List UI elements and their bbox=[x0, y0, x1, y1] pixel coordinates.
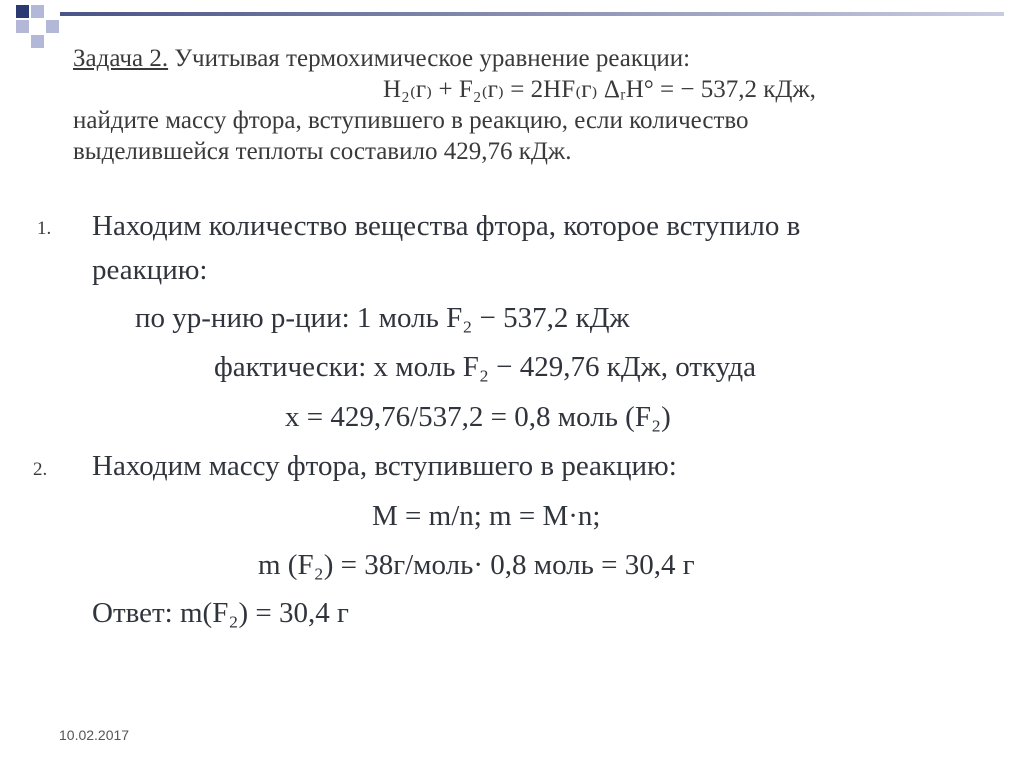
decor-square bbox=[31, 35, 44, 48]
stoich-row-actual: фактически: x моль F₂ − 429,76 кДж, откуда bbox=[214, 351, 756, 383]
step-2-title: Находим массу фтора, вступившего в реакцию: bbox=[92, 450, 677, 482]
problem-line-1 bbox=[73, 43, 953, 74]
stoich-row-equation: по ур-нию р-ции: 1 моль F₂ − 537,2 кДж bbox=[135, 302, 630, 334]
decor-square bbox=[16, 5, 29, 18]
mass-calculation: m (F₂) = 38г/моль· 0,8 моль = 30,4 г bbox=[258, 549, 695, 581]
title-divider bbox=[60, 12, 1004, 16]
problem-line-4: выделившейся теплоты составило 429,76 кДж. bbox=[73, 138, 572, 165]
answer: Ответ: m(F₂) = 30,4 г bbox=[92, 597, 349, 629]
decor-square bbox=[16, 20, 29, 33]
problem-line-3: найдите массу фтора, вступившего в реакцию, если количество bbox=[73, 107, 749, 134]
step-number: 1. bbox=[37, 218, 52, 239]
decor-square bbox=[46, 20, 59, 33]
reaction-equation: H₂₍г₎ + F₂₍г₎ = 2HF₍г₎ ΔᵣH° = − 537,2 кДж, bbox=[383, 76, 816, 103]
task-intro: Учитывая термохимическое уравнение реакции: bbox=[168, 45, 691, 72]
step-1-title-cont: реакцию: bbox=[92, 254, 208, 286]
step-1-title: Находим количество вещества фтора, которое вступило в bbox=[92, 210, 801, 242]
task-label: Задача 2. bbox=[73, 45, 169, 72]
moles-calculation: x = 429,76/537,2 = 0,8 моль (F₂) bbox=[285, 401, 671, 433]
slide-date: 10.02.2017 bbox=[59, 727, 130, 743]
problem-statement bbox=[73, 43, 953, 167]
mass-formula: M = m/n; m = M·n; bbox=[372, 500, 601, 532]
step-number: 2. bbox=[33, 459, 48, 480]
decor-square bbox=[31, 5, 44, 18]
